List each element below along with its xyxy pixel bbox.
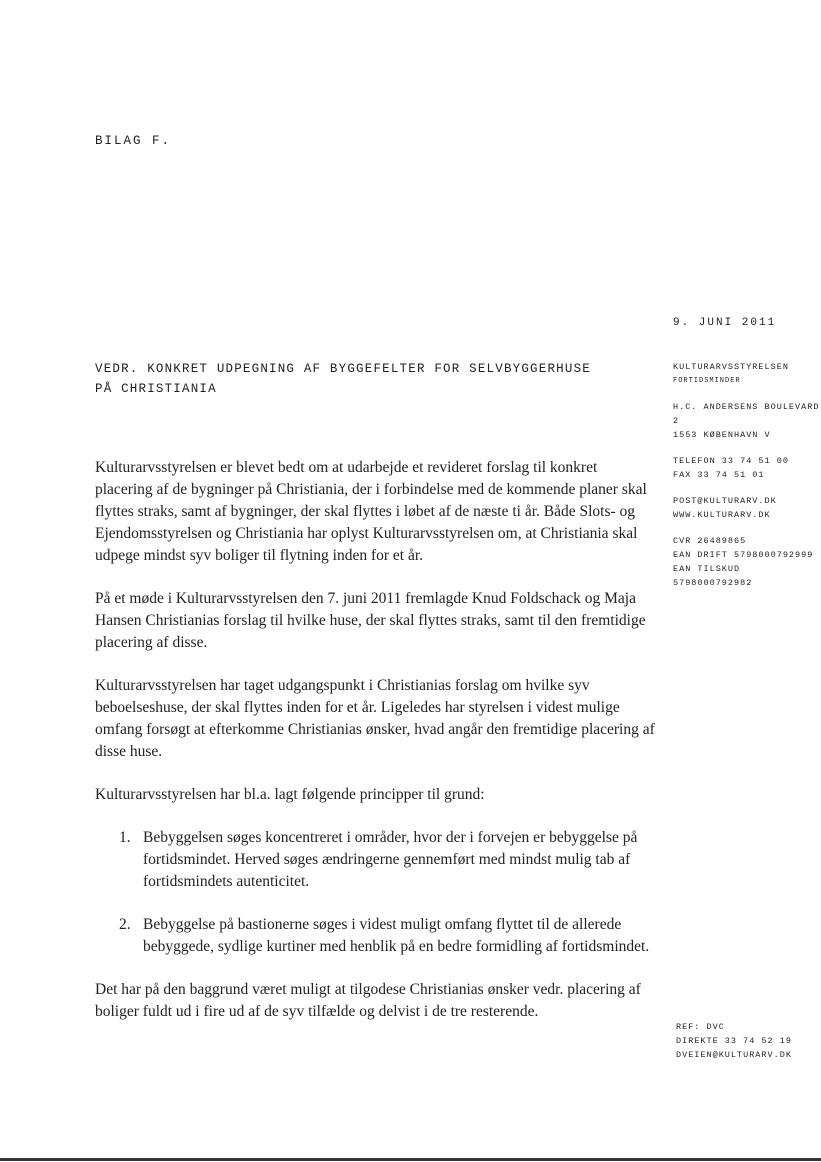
sender-phone-fax [673, 454, 821, 482]
ean-tilskud-number: 5798000792982 [673, 578, 753, 588]
cvr-number: CVR 26489865 [673, 536, 747, 546]
sender-organization [673, 360, 821, 388]
list-item-text: Bebyggelse på bastionerne søges i videst muligt omfang flyttet til de allerede bebyggede, sydlige kurtiner med henblik på en bedre formidling af fortidsmindet. [143, 916, 650, 955]
subject-line-1: VEDR. KONKRET UDPEGNING AF BYGGEFELTER FOR SELVBYGGERHUSE [95, 362, 591, 376]
subject-heading [95, 359, 591, 399]
subject-line-2: PÅ CHRISTIANIA [95, 382, 217, 396]
org-name: KULTURARVSSTYRELSEN [673, 362, 789, 372]
sender-sidebar [673, 360, 821, 602]
ean-drift: EAN DRIFT 5798000792999 [673, 550, 814, 560]
org-department: FORTIDSMINDER [673, 377, 741, 385]
sender-online [673, 494, 821, 522]
phone-number: TELEFON 33 74 51 00 [673, 456, 789, 466]
reference-email: DVEIEN@KULTURARV.DK [676, 1050, 792, 1060]
paragraph-5: Det har på den baggrund været muligt at tilgodese Christianias ønsker vedr. placering af boliger fuldt ud i fire ud af de syv tilfælde og delvist i de tre resterende. [95, 981, 641, 1020]
list-item [95, 914, 655, 958]
document-date: 9. JUNI 2011 [673, 317, 777, 329]
website: WWW.KULTURARV.DK [673, 510, 771, 520]
list-item-number: 1. [119, 829, 131, 846]
bottom-edge-line [0, 1158, 821, 1161]
address-line-3: 1553 KØBENHAVN V [673, 430, 771, 440]
address-line-1: H.C. ANDERSENS BOULEVARD [673, 402, 820, 412]
letter-body [95, 457, 655, 1044]
list-item [95, 827, 655, 893]
sender-address [673, 400, 821, 442]
paragraph-4: Kulturarvsstyrelsen har bl.a. lagt følgende principper til grund: [95, 786, 485, 803]
email-address: POST@KULTURARV.DK [673, 496, 777, 506]
address-line-2: 2 [673, 416, 680, 426]
principles-list [95, 827, 655, 958]
ean-tilskud-label: EAN TILSKUD [673, 564, 741, 574]
paragraph-3: Kulturarvsstyrelsen har taget udgangspunkt i Christianias forslag om hvilke syv beboelseshuse, der skal flyttes inden for et år. Ligeledes har styrelsen i videst mulige omfang forsøgt at efterkomme Christianias ønsker, hvad angår den fremtidige placering af disse huse. [95, 677, 655, 760]
reference-code: REF: DVC [676, 1022, 725, 1032]
paragraph-2: På et møde i Kulturarvsstyrelsen den 7. juni 2011 fremlagde Knud Foldschack og Maja Hansen Christianias forslag til hvilke huse, der skal flyttes straks, samt til den fremtidige placering af disse. [95, 590, 646, 651]
paragraph-1: Kulturarvsstyrelsen er blevet bedt om at udarbejde et revideret forslag til konkret placering af de bygninger på Christiania, der i forbindelse med de kommende planer skal flyttes straks, samt af bygninger, der skal flyttes i løbet af de næste ti år. Både Slots- og Ejendomsstyrelsen og Christiania har oplyst Kulturarvsstyrelsen om, at Christiania skal udpege mindst syv boliger til flytning inden for et år. [95, 459, 647, 564]
sender-ids [673, 534, 821, 590]
list-item-number: 2. [119, 916, 131, 933]
document-label: BILAG F. [95, 134, 172, 148]
direct-phone: DIREKTE 33 74 52 19 [676, 1036, 792, 1046]
reference-block [676, 1020, 792, 1062]
fax-number: FAX 33 74 51 01 [673, 470, 765, 480]
list-item-text: Bebyggelsen søges koncentreret i områder, hvor der i forvejen er bebyggelse på fortidsmindet. Herved søges ændringerne gennemført med mindst mulig tab af fortidsmindets autenticitet. [143, 829, 638, 890]
